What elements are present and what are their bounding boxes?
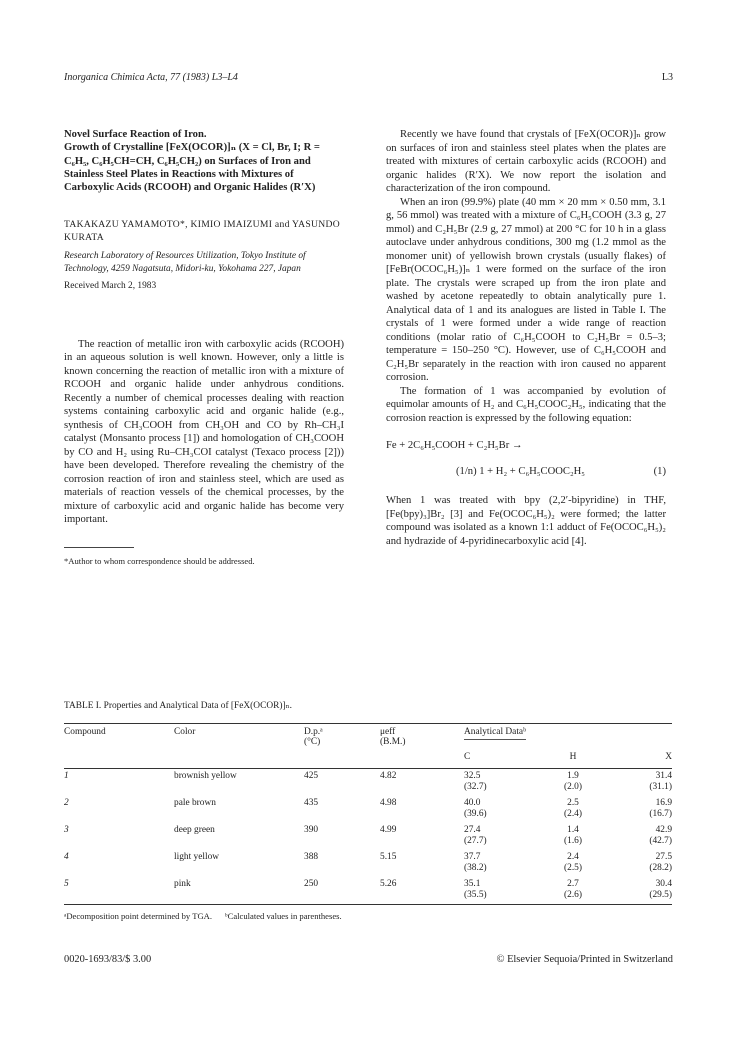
cell-x-calc: (29.5) — [649, 890, 672, 900]
issn-code: 0020-1693/83/$ 3.00 — [64, 954, 152, 965]
cell-c-found: 32.5 — [464, 770, 481, 781]
running-head — [64, 72, 673, 83]
publisher-notice: © Elsevier Sequoia/Printed in Switzerland — [496, 954, 673, 965]
page-footer — [64, 954, 673, 965]
dp-unit: (°C) — [304, 737, 321, 747]
cell-dp: 425 — [304, 770, 319, 781]
cell-h — [538, 850, 608, 877]
cell-compound: 4 — [64, 851, 69, 862]
table-footnote-a: ᵃDecomposition point determined by TGA. — [64, 910, 213, 921]
article-title — [64, 128, 344, 194]
cell-h — [538, 769, 608, 796]
cell-c — [464, 850, 538, 877]
table-subheader-row — [64, 750, 672, 768]
cell-h-calc: (2.5) — [564, 863, 582, 873]
cell-x-found: 42.9 — [655, 824, 672, 835]
cell-x-calc: (28.2) — [649, 863, 672, 873]
table-row — [64, 850, 672, 877]
table-bottom-rule — [64, 904, 672, 905]
cell-h-calc: (2.6) — [564, 890, 582, 900]
cell-c-calc: (35.5) — [464, 890, 487, 900]
cell-h-calc: (2.4) — [564, 809, 582, 819]
body-paragraph-4: When 1 was treated with bpy (2,2′-bipyridine) in THF, [Fe(bpy)₃]Br₂ [3] and Fe(OCOC₆H₅)₂ were formed; the latter compound was isolated as a known 1:1 adduct of Fe(OCOC₆H₅)₂ and hydrazide of 4-pyridinecarboxylic acid [4]. — [386, 495, 666, 547]
table-header-row — [64, 724, 672, 750]
intro-paragraph: The reaction of metallic iron with carboxylic acids (RCOOH) in an aqueous solution is well known. However, only a little is known concerning the reaction of metallic iron with a mixture of RCOOH and organic halide under anhydrous conditions. Recently a number of chemical processes dealing with reaction systems containing carboxylic acid and organic halide (e.g., synthesis of CH₃COOH from CH₃OH and CO by Rh–CH₃I catalyst (Monsanto process [1]) and homologation of CH₃COOH by CO and H₂ using Ru–CH₃COI catalyst (Texaco process [2])) have been developed. Therefore revealing the chemistry of the corrosion reaction of iron and stainless steel, which are used as materials of reaction vessels of the chemical processes, by the mixture of carboxylic acid and organic halide has become very important. — [64, 338, 344, 526]
cell-compound: 2 — [64, 797, 69, 808]
table-section — [64, 700, 672, 921]
cell-h-calc: (2.0) — [564, 782, 582, 792]
col-header-mu — [380, 724, 464, 750]
cell-h — [538, 796, 608, 823]
cell-compound: 3 — [64, 824, 69, 835]
cell-dp: 250 — [304, 878, 319, 889]
cell-color: pink — [174, 878, 191, 889]
cell-c-calc: (39.6) — [464, 809, 487, 819]
cell-x — [608, 877, 672, 904]
cell-mu: 4.99 — [380, 824, 397, 835]
table-footnote-b: ᵇCalculated values in parentheses. — [224, 910, 342, 921]
cell-x-calc: (42.7) — [649, 836, 672, 846]
cell-c-found: 40.0 — [464, 797, 481, 808]
cell-compound: 1 — [64, 770, 69, 781]
cell-x-found: 31.4 — [655, 770, 672, 781]
equation-line-1: Fe + 2C₆H₅COOH + C₂H₅Br → — [386, 440, 523, 451]
title-line-1: Novel Surface Reaction of Iron. — [64, 129, 207, 140]
body-paragraph-1: Recently we have found that crystals of [FeX(OCOR)]ₙ grow on surfaces of iron and stainless steel plates when the plates are treated with mixtures of certain carboxylic acids (RCOOH) and organic halides (R′X). We now report the isolation and characterization of the iron compound. — [386, 129, 666, 194]
cell-h-found: 2.4 — [567, 851, 579, 862]
mu-label: μeff — [380, 727, 396, 737]
col-header-compound: Compound — [64, 727, 106, 737]
cell-c-calc: (38.2) — [464, 863, 487, 873]
col-header-x: X — [665, 752, 672, 762]
cell-dp: 390 — [304, 824, 319, 835]
table-row — [64, 796, 672, 823]
journal-citation: Inorganica Chimica Acta, 77 (1983) L3–L4 — [64, 72, 238, 83]
cell-x-found: 30.4 — [655, 878, 672, 889]
equation-products: (1/n) 1 + H₂ + C₆H₅COOC₂H₅ — [456, 465, 585, 477]
cell-dp: 388 — [304, 851, 319, 862]
col-header-h: H — [569, 752, 577, 762]
right-column — [386, 128, 666, 548]
cell-color: deep green — [174, 824, 215, 835]
cell-h-found: 2.5 — [567, 797, 579, 808]
cell-h-found: 2.7 — [567, 878, 579, 889]
cell-h — [538, 877, 608, 904]
cell-c-found: 27.4 — [464, 824, 481, 835]
equation-line-2 — [386, 465, 666, 479]
cell-dp: 435 — [304, 797, 319, 808]
col-header-color: Color — [174, 727, 196, 737]
cell-x-calc: (16.7) — [649, 809, 672, 819]
table-caption: TABLE I. Properties and Analytical Data of [FeX(OCOR)]ₙ. — [64, 701, 292, 711]
title-line-2: Growth of Crystalline [FeX(OCOR)]ₙ (X = Cl, Br, I; R = C₆H₅, C₆H₅CH=CH, C₆H₅CH₂) on Surfaces of Iron and Stainless Steel Plates in Reactions with Mixtures of Carboxylic Acids (RCOOH) and Organic Halides (R′X) — [64, 142, 320, 194]
table-footnotes — [64, 911, 672, 921]
received-date: Received March 2, 1983 — [64, 281, 157, 292]
affiliation: Research Laboratory of Resources Utilization, Tokyo Institute of Technology, 4259 Nagatsuta, Midori-ku, Yokohama 227, Japan — [64, 251, 306, 275]
properties-table — [64, 724, 672, 904]
cell-h-found: 1.4 — [567, 824, 579, 835]
page-number: L3 — [661, 72, 673, 83]
cell-x — [608, 850, 672, 877]
cell-h-found: 1.9 — [567, 770, 579, 781]
cell-color: pale brown — [174, 797, 216, 808]
col-header-c: C — [464, 752, 471, 762]
cell-c-calc: (32.7) — [464, 782, 487, 792]
cell-x-calc: (31.1) — [649, 782, 672, 792]
table-row — [64, 823, 672, 850]
cell-c — [464, 796, 538, 823]
cell-c-found: 35.1 — [464, 878, 481, 889]
table-row — [64, 769, 672, 796]
cell-x — [608, 823, 672, 850]
author-list: TAKAKAZU YAMAMOTO*, KIMIO IMAIZUMI and YASUNDO KURATA — [64, 219, 340, 244]
author-footnote: *Author to whom correspondence should be addressed. — [64, 555, 255, 566]
body-paragraph-2: When an iron (99.9%) plate (40 mm × 20 mm × 0.50 mm, 3.1 g, 56 mmol) was treated with a mixture of C₆H₅COOH (3.3 g, 27 mmol) and C₂H₅Br (2.9 g, 27 mmol) at 200 °C for 10 h in a glass autoclave under anhydrous conditions, 300 mg (1.2 mmol as the monomer unit) of yellowish brown crystals (usually flakes) of [FeBr(OCOC₆H₅)]ₙ 1 were formed on the surface of the iron plate. The crystals were scraped up from the iron plate and washed by acetone repeatedly to obtain analytically pure 1. Analytical data of 1 and its analogues are listed in Table I. The crystals of 1 were formed under a wide range of reaction conditions (molar ratio of C₆H₅COOH to C₂H₅Br = 0.5–3; temperature = 150–250 °C). However, use of C₆H₅COOH and C₂H₅Br separately in the reaction with iron caused no apparent corrosion. — [386, 196, 666, 383]
cell-x-found: 27.5 — [655, 851, 672, 862]
cell-x — [608, 769, 672, 796]
body-paragraph-3: The formation of 1 was accompanied by evolution of equimolar amounts of H₂ and C₆H₅COOC₂H₅, indicating that the corrosion reaction is expressed by the following equation: — [386, 385, 666, 424]
cell-x — [608, 796, 672, 823]
cell-h-calc: (1.6) — [564, 836, 582, 846]
cell-c — [464, 769, 538, 796]
col-header-analytical — [464, 724, 672, 750]
left-column — [64, 128, 344, 567]
cell-mu: 4.82 — [380, 770, 397, 781]
dp-label: D.p.ᵃ — [304, 727, 323, 737]
cell-c — [464, 823, 538, 850]
mu-unit: (B.M.) — [380, 737, 406, 747]
cell-color: light yellow — [174, 851, 220, 862]
cell-compound: 5 — [64, 878, 69, 889]
col-header-dp — [304, 724, 380, 750]
cell-mu: 4.98 — [380, 797, 397, 808]
cell-c — [464, 877, 538, 904]
cell-mu: 5.15 — [380, 851, 397, 862]
cell-color: brownish yellow — [174, 770, 237, 781]
table-row — [64, 877, 672, 904]
footnote-divider — [64, 547, 134, 548]
cell-h — [538, 823, 608, 850]
cell-c-calc: (27.7) — [464, 836, 487, 846]
cell-c-found: 37.7 — [464, 851, 481, 862]
equation-number: (1) — [653, 465, 666, 477]
cell-mu: 5.26 — [380, 878, 397, 889]
cell-x-found: 16.9 — [655, 797, 672, 808]
analytical-label: Analytical Dataᵇ — [464, 727, 526, 740]
